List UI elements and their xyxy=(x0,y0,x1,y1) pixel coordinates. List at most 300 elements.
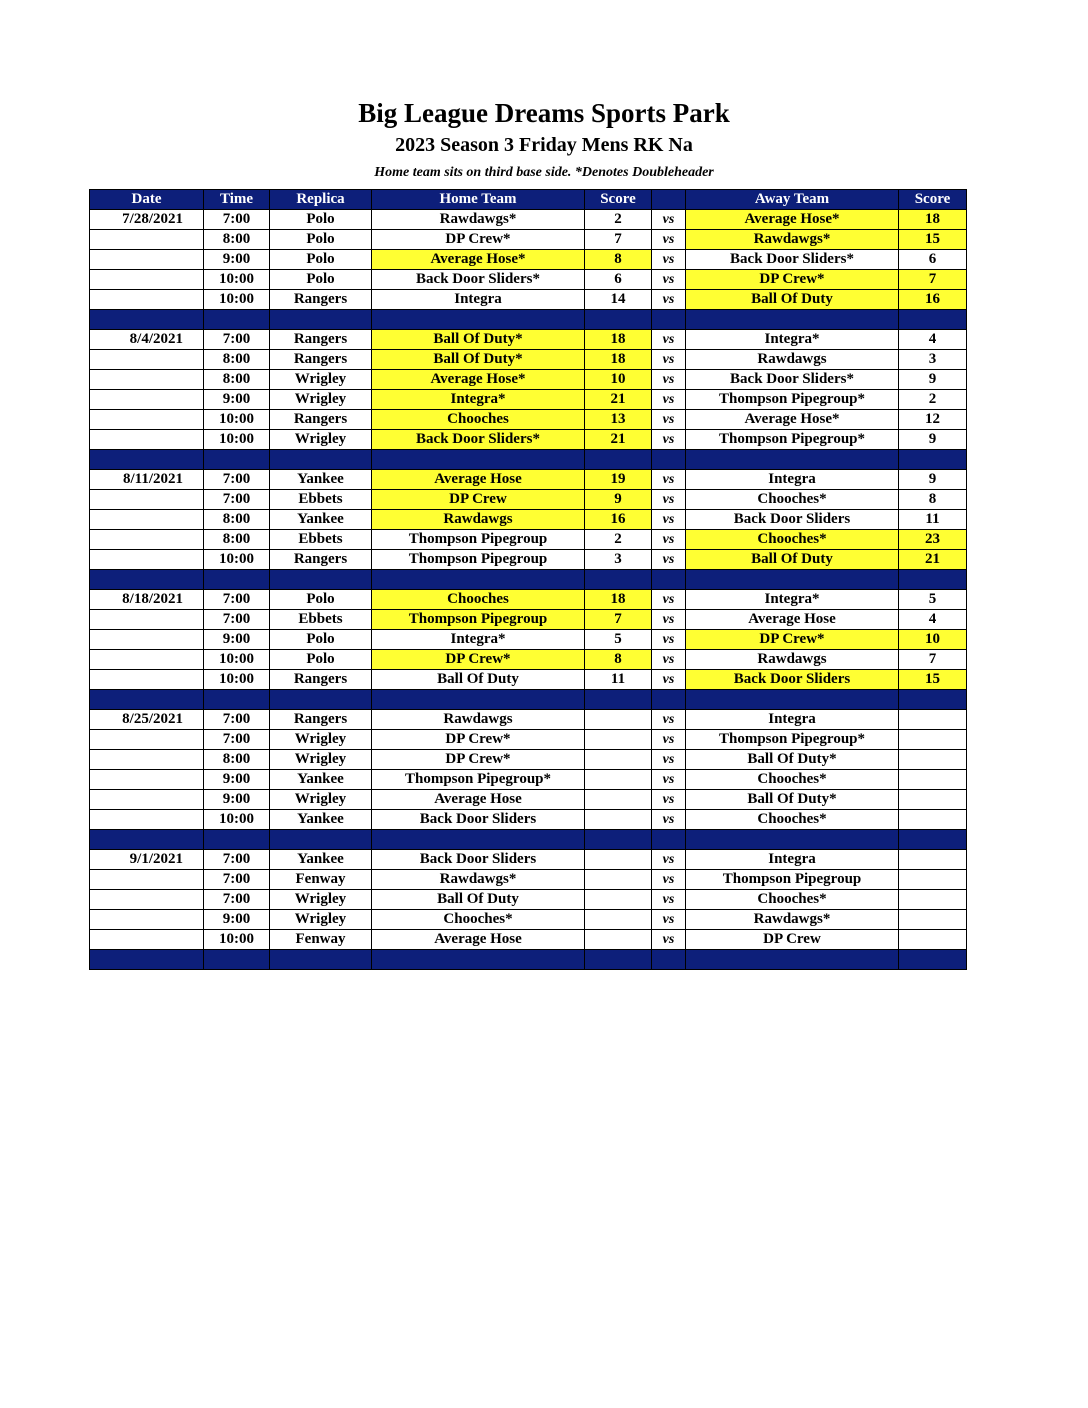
time-cell: 10:00 xyxy=(204,270,270,290)
vs-cell: vs xyxy=(652,750,686,770)
away-team-cell: Integra xyxy=(686,850,899,870)
home-score-cell: 14 xyxy=(585,290,652,310)
home-score-cell: 5 xyxy=(585,630,652,650)
schedule-body xyxy=(90,210,967,970)
vs-cell: vs xyxy=(652,910,686,930)
separator-cell xyxy=(686,450,899,470)
away-score-cell: 7 xyxy=(899,650,967,670)
away-score-cell xyxy=(899,850,967,870)
away-score-cell: 9 xyxy=(899,470,967,490)
separator-cell xyxy=(90,310,204,330)
time-cell: 8:00 xyxy=(204,750,270,770)
home-score-cell xyxy=(585,850,652,870)
vs-cell: vs xyxy=(652,250,686,270)
time-cell: 9:00 xyxy=(204,250,270,270)
game-row xyxy=(90,530,967,550)
time-cell: 9:00 xyxy=(204,910,270,930)
away-score-cell xyxy=(899,730,967,750)
home-team-cell: Thompson Pipegroup xyxy=(372,530,585,550)
replica-cell: Ebbets xyxy=(270,530,372,550)
away-score-cell: 11 xyxy=(899,510,967,530)
away-team-cell: Chooches* xyxy=(686,530,899,550)
separator-cell xyxy=(652,450,686,470)
home-team-cell: Chooches xyxy=(372,590,585,610)
date-cell xyxy=(90,730,204,750)
time-cell: 9:00 xyxy=(204,630,270,650)
home-team-cell: Back Door Sliders xyxy=(372,850,585,870)
away-score-cell xyxy=(899,710,967,730)
away-team-cell: Thompson Pipegroup* xyxy=(686,390,899,410)
home-team-cell: Average Hose xyxy=(372,470,585,490)
home-team-cell: Ball Of Duty xyxy=(372,670,585,690)
time-cell: 10:00 xyxy=(204,650,270,670)
game-row xyxy=(90,910,967,930)
home-team-cell: DP Crew* xyxy=(372,650,585,670)
col-header-time: Time xyxy=(204,190,270,210)
separator-cell xyxy=(652,310,686,330)
separator-cell xyxy=(90,690,204,710)
separator-cell xyxy=(899,570,967,590)
vs-cell: vs xyxy=(652,510,686,530)
separator-cell xyxy=(90,570,204,590)
away-score-cell: 5 xyxy=(899,590,967,610)
away-team-cell: DP Crew xyxy=(686,930,899,950)
home-score-cell: 13 xyxy=(585,410,652,430)
away-team-cell: Ball Of Duty* xyxy=(686,750,899,770)
away-score-cell xyxy=(899,810,967,830)
vs-cell: vs xyxy=(652,490,686,510)
away-score-cell xyxy=(899,930,967,950)
vs-cell: vs xyxy=(652,850,686,870)
replica-cell: Yankee xyxy=(270,770,372,790)
col-header-vs xyxy=(652,190,686,210)
game-row xyxy=(90,710,967,730)
away-team-cell: Ball Of Duty xyxy=(686,290,899,310)
home-team-cell: Back Door Sliders xyxy=(372,810,585,830)
home-team-cell: Integra* xyxy=(372,390,585,410)
time-cell: 7:00 xyxy=(204,470,270,490)
date-cell xyxy=(90,410,204,430)
time-cell: 8:00 xyxy=(204,350,270,370)
home-team-cell: DP Crew* xyxy=(372,230,585,250)
game-row xyxy=(90,890,967,910)
away-score-cell xyxy=(899,890,967,910)
away-score-cell: 9 xyxy=(899,430,967,450)
date-cell xyxy=(90,890,204,910)
schedule-table xyxy=(89,189,967,970)
date-cell: 8/4/2021 xyxy=(90,330,204,350)
vs-cell: vs xyxy=(652,650,686,670)
time-cell: 8:00 xyxy=(204,530,270,550)
separator-cell xyxy=(270,450,372,470)
away-score-cell: 8 xyxy=(899,490,967,510)
replica-cell: Polo xyxy=(270,590,372,610)
home-score-cell xyxy=(585,810,652,830)
separator-cell xyxy=(372,570,585,590)
replica-cell: Polo xyxy=(270,250,372,270)
separator-cell xyxy=(652,570,686,590)
time-cell: 10:00 xyxy=(204,430,270,450)
away-score-cell: 15 xyxy=(899,230,967,250)
replica-cell: Yankee xyxy=(270,510,372,530)
home-team-cell: DP Crew* xyxy=(372,730,585,750)
time-cell: 7:00 xyxy=(204,850,270,870)
away-score-cell: 2 xyxy=(899,390,967,410)
vs-cell: vs xyxy=(652,810,686,830)
away-team-cell: Integra xyxy=(686,470,899,490)
time-cell: 8:00 xyxy=(204,370,270,390)
separator-cell xyxy=(899,690,967,710)
replica-cell: Rangers xyxy=(270,550,372,570)
replica-cell: Polo xyxy=(270,270,372,290)
home-score-cell: 21 xyxy=(585,390,652,410)
home-score-cell xyxy=(585,730,652,750)
away-team-cell: Rawdawgs* xyxy=(686,910,899,930)
date-cell xyxy=(90,630,204,650)
home-score-cell: 6 xyxy=(585,270,652,290)
home-score-cell: 21 xyxy=(585,430,652,450)
away-score-cell: 4 xyxy=(899,330,967,350)
home-score-cell: 2 xyxy=(585,530,652,550)
away-score-cell: 23 xyxy=(899,530,967,550)
time-cell: 9:00 xyxy=(204,790,270,810)
home-team-cell: DP Crew* xyxy=(372,750,585,770)
home-team-cell: Average Hose* xyxy=(372,250,585,270)
vs-cell: vs xyxy=(652,630,686,650)
game-row xyxy=(90,630,967,650)
separator-cell xyxy=(899,450,967,470)
away-team-cell: Back Door Sliders xyxy=(686,510,899,530)
away-team-cell: Chooches* xyxy=(686,890,899,910)
game-row xyxy=(90,930,967,950)
home-score-cell xyxy=(585,910,652,930)
home-team-cell: Integra* xyxy=(372,630,585,650)
home-team-cell: Chooches* xyxy=(372,910,585,930)
away-score-cell: 18 xyxy=(899,210,967,230)
vs-cell: vs xyxy=(652,430,686,450)
replica-cell: Rangers xyxy=(270,670,372,690)
separator-cell xyxy=(686,690,899,710)
home-score-cell: 11 xyxy=(585,670,652,690)
time-cell: 9:00 xyxy=(204,390,270,410)
col-header-home-score: Score xyxy=(585,190,652,210)
separator-cell xyxy=(585,690,652,710)
date-cell xyxy=(90,610,204,630)
time-cell: 7:00 xyxy=(204,730,270,750)
replica-cell: Yankee xyxy=(270,810,372,830)
away-team-cell: Chooches* xyxy=(686,770,899,790)
replica-cell: Rangers xyxy=(270,290,372,310)
date-cell xyxy=(90,270,204,290)
separator-cell xyxy=(270,830,372,850)
home-team-cell: Integra xyxy=(372,290,585,310)
away-score-cell xyxy=(899,870,967,890)
time-cell: 8:00 xyxy=(204,230,270,250)
away-team-cell: Average Hose xyxy=(686,610,899,630)
date-cell xyxy=(90,290,204,310)
vs-cell: vs xyxy=(652,610,686,630)
date-cell xyxy=(90,790,204,810)
home-score-cell xyxy=(585,770,652,790)
time-cell: 7:00 xyxy=(204,610,270,630)
page-title: Big League Dreams Sports Park xyxy=(358,98,730,128)
away-team-cell: Back Door Sliders* xyxy=(686,250,899,270)
replica-cell: Rangers xyxy=(270,410,372,430)
replica-cell: Wrigley xyxy=(270,370,372,390)
home-score-cell: 3 xyxy=(585,550,652,570)
home-score-cell: 8 xyxy=(585,650,652,670)
away-score-cell: 4 xyxy=(899,610,967,630)
home-team-cell: Rawdawgs* xyxy=(372,870,585,890)
vs-cell: vs xyxy=(652,530,686,550)
home-team-cell: Back Door Sliders* xyxy=(372,430,585,450)
replica-cell: Polo xyxy=(270,650,372,670)
away-team-cell: Rawdawgs* xyxy=(686,230,899,250)
away-team-cell: DP Crew* xyxy=(686,270,899,290)
home-team-cell: Thompson Pipegroup* xyxy=(372,770,585,790)
date-cell xyxy=(90,810,204,830)
replica-cell: Wrigley xyxy=(270,750,372,770)
date-cell xyxy=(90,770,204,790)
game-row xyxy=(90,870,967,890)
time-cell: 10:00 xyxy=(204,290,270,310)
game-row xyxy=(90,650,967,670)
home-score-cell: 18 xyxy=(585,590,652,610)
home-team-cell: Rawdawgs* xyxy=(372,210,585,230)
home-score-cell: 18 xyxy=(585,330,652,350)
vs-cell: vs xyxy=(652,730,686,750)
separator-cell xyxy=(270,310,372,330)
away-team-cell: Ball Of Duty* xyxy=(686,790,899,810)
game-row xyxy=(90,590,967,610)
home-score-cell xyxy=(585,710,652,730)
game-row xyxy=(90,270,967,290)
separator-cell xyxy=(372,310,585,330)
separator-cell xyxy=(270,950,372,970)
replica-cell: Rangers xyxy=(270,330,372,350)
away-team-cell: Integra* xyxy=(686,590,899,610)
time-cell: 7:00 xyxy=(204,890,270,910)
separator-cell xyxy=(90,950,204,970)
game-row xyxy=(90,850,967,870)
date-cell xyxy=(90,870,204,890)
replica-cell: Wrigley xyxy=(270,430,372,450)
separator-cell xyxy=(372,950,585,970)
game-row xyxy=(90,410,967,430)
separator-cell xyxy=(204,570,270,590)
week-separator-row xyxy=(90,450,967,470)
time-cell: 7:00 xyxy=(204,590,270,610)
date-cell xyxy=(90,550,204,570)
away-score-cell: 15 xyxy=(899,670,967,690)
away-team-cell: Average Hose* xyxy=(686,410,899,430)
date-cell xyxy=(90,370,204,390)
vs-cell: vs xyxy=(652,930,686,950)
date-cell: 8/11/2021 xyxy=(90,470,204,490)
away-team-cell: Back Door Sliders xyxy=(686,670,899,690)
away-team-cell: Chooches* xyxy=(686,490,899,510)
game-row xyxy=(90,810,967,830)
page-subtitle: 2023 Season 3 Friday Mens RK Na xyxy=(395,134,693,156)
away-score-cell: 21 xyxy=(899,550,967,570)
away-team-cell: Back Door Sliders* xyxy=(686,370,899,390)
game-row xyxy=(90,350,967,370)
vs-cell: vs xyxy=(652,270,686,290)
time-cell: 7:00 xyxy=(204,710,270,730)
time-cell: 8:00 xyxy=(204,510,270,530)
vs-cell: vs xyxy=(652,710,686,730)
game-row xyxy=(90,250,967,270)
date-cell xyxy=(90,670,204,690)
vs-cell: vs xyxy=(652,890,686,910)
week-separator-row xyxy=(90,310,967,330)
date-cell xyxy=(90,350,204,370)
replica-cell: Wrigley xyxy=(270,890,372,910)
time-cell: 10:00 xyxy=(204,670,270,690)
date-cell: 8/18/2021 xyxy=(90,590,204,610)
home-team-cell: Ball Of Duty* xyxy=(372,330,585,350)
home-score-cell: 9 xyxy=(585,490,652,510)
game-row xyxy=(90,290,967,310)
home-score-cell: 2 xyxy=(585,210,652,230)
game-row xyxy=(90,390,967,410)
separator-cell xyxy=(686,950,899,970)
away-score-cell: 3 xyxy=(899,350,967,370)
separator-cell xyxy=(204,310,270,330)
time-cell: 7:00 xyxy=(204,490,270,510)
time-cell: 7:00 xyxy=(204,330,270,350)
away-score-cell xyxy=(899,910,967,930)
date-cell xyxy=(90,910,204,930)
home-team-cell: Ball Of Duty xyxy=(372,890,585,910)
replica-cell: Wrigley xyxy=(270,790,372,810)
home-score-cell: 18 xyxy=(585,350,652,370)
home-score-cell xyxy=(585,890,652,910)
separator-cell xyxy=(585,450,652,470)
home-score-cell xyxy=(585,870,652,890)
home-score-cell xyxy=(585,790,652,810)
game-row xyxy=(90,230,967,250)
game-row xyxy=(90,750,967,770)
date-cell xyxy=(90,510,204,530)
vs-cell: vs xyxy=(652,230,686,250)
away-team-cell: Average Hose* xyxy=(686,210,899,230)
separator-cell xyxy=(899,830,967,850)
vs-cell: vs xyxy=(652,590,686,610)
replica-cell: Yankee xyxy=(270,470,372,490)
away-score-cell xyxy=(899,770,967,790)
home-score-cell: 7 xyxy=(585,610,652,630)
replica-cell: Rangers xyxy=(270,710,372,730)
date-cell xyxy=(90,930,204,950)
replica-cell: Fenway xyxy=(270,930,372,950)
week-separator-row xyxy=(90,570,967,590)
game-row xyxy=(90,430,967,450)
vs-cell: vs xyxy=(652,790,686,810)
date-cell xyxy=(90,430,204,450)
replica-cell: Wrigley xyxy=(270,730,372,750)
away-score-cell: 9 xyxy=(899,370,967,390)
separator-cell xyxy=(585,950,652,970)
vs-cell: vs xyxy=(652,410,686,430)
date-cell: 8/25/2021 xyxy=(90,710,204,730)
replica-cell: Polo xyxy=(270,230,372,250)
away-score-cell xyxy=(899,790,967,810)
replica-cell: Ebbets xyxy=(270,610,372,630)
separator-cell xyxy=(652,690,686,710)
game-row xyxy=(90,210,967,230)
vs-cell: vs xyxy=(652,330,686,350)
separator-cell xyxy=(204,690,270,710)
separator-cell xyxy=(585,570,652,590)
home-team-cell: DP Crew xyxy=(372,490,585,510)
away-score-cell: 12 xyxy=(899,410,967,430)
week-separator-row xyxy=(90,830,967,850)
replica-cell: Wrigley xyxy=(270,910,372,930)
home-team-cell: Average Hose xyxy=(372,790,585,810)
time-cell: 9:00 xyxy=(204,770,270,790)
separator-cell xyxy=(652,830,686,850)
table-header-row xyxy=(90,190,967,210)
game-row xyxy=(90,730,967,750)
vs-cell: vs xyxy=(652,210,686,230)
away-team-cell: Integra* xyxy=(686,330,899,350)
away-team-cell: Thompson Pipegroup xyxy=(686,870,899,890)
time-cell: 10:00 xyxy=(204,810,270,830)
col-header-away-team: Away Team xyxy=(686,190,899,210)
home-team-cell: Average Hose xyxy=(372,930,585,950)
away-team-cell: Rawdawgs xyxy=(686,350,899,370)
game-row xyxy=(90,790,967,810)
vs-cell: vs xyxy=(652,670,686,690)
date-cell xyxy=(90,230,204,250)
game-row xyxy=(90,490,967,510)
time-cell: 10:00 xyxy=(204,930,270,950)
date-cell xyxy=(90,390,204,410)
away-score-cell xyxy=(899,750,967,770)
vs-cell: vs xyxy=(652,290,686,310)
separator-cell xyxy=(90,830,204,850)
away-score-cell: 7 xyxy=(899,270,967,290)
replica-cell: Yankee xyxy=(270,850,372,870)
time-cell: 10:00 xyxy=(204,550,270,570)
replica-cell: Fenway xyxy=(270,870,372,890)
away-team-cell: Thompson Pipegroup* xyxy=(686,430,899,450)
date-cell xyxy=(90,490,204,510)
home-team-cell: Thompson Pipegroup xyxy=(372,550,585,570)
home-score-cell: 8 xyxy=(585,250,652,270)
separator-cell xyxy=(204,450,270,470)
separator-cell xyxy=(372,830,585,850)
separator-cell xyxy=(204,830,270,850)
away-team-cell: Thompson Pipegroup* xyxy=(686,730,899,750)
separator-cell xyxy=(686,310,899,330)
col-header-home-team: Home Team xyxy=(372,190,585,210)
col-header-date: Date xyxy=(90,190,204,210)
away-team-cell: Ball Of Duty xyxy=(686,550,899,570)
date-cell xyxy=(90,530,204,550)
vs-cell: vs xyxy=(652,770,686,790)
time-cell: 7:00 xyxy=(204,870,270,890)
schedule-note: Home team sits on third base side. *Denotes Doubleheader xyxy=(374,165,714,180)
vs-cell: vs xyxy=(652,550,686,570)
col-header-replica: Replica xyxy=(270,190,372,210)
away-score-cell: 10 xyxy=(899,630,967,650)
separator-cell xyxy=(585,310,652,330)
replica-cell: Ebbets xyxy=(270,490,372,510)
game-row xyxy=(90,470,967,490)
separator-cell xyxy=(270,570,372,590)
